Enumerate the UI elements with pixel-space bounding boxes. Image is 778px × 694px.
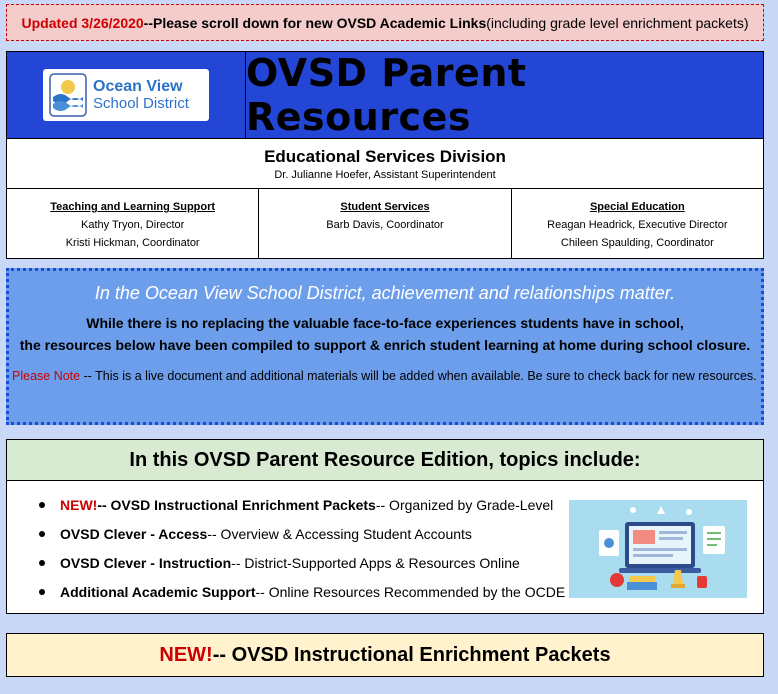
division-subtitle: Dr. Julianne Hoefer, Assistant Superintendent [274, 169, 496, 181]
laptop-learning-icon [569, 500, 747, 598]
new-badge: NEW! [159, 643, 213, 666]
note-label: Please Note [12, 369, 81, 383]
logo-line-2: School District [93, 95, 189, 112]
staff-line: Kristi Hickman, Coordinator [65, 237, 200, 249]
title-cell [246, 52, 763, 138]
topic-title: -- OVSD Instructional Enrichment Packets [97, 496, 376, 513]
bullet-icon [39, 589, 45, 595]
updated-date: Updated 3/26/2020 [21, 14, 144, 31]
note-text: -- This is a live document and additional materials will be added when available. Be sure to check back for new resources. [80, 369, 757, 383]
mission-line-1: While there is no replacing the valuable face-to-face experiences students have in school, [86, 315, 684, 331]
staff-line: Barb Davis, Coordinator [326, 219, 444, 231]
staff-line: Kathy Tryon, Director [81, 219, 185, 231]
topic-desc: -- District-Supported Apps & Resources Online [231, 554, 520, 571]
district-logo [43, 69, 209, 121]
bullet-icon [39, 502, 45, 508]
header-table [6, 51, 764, 259]
enrichment-packets-heading[interactable] [6, 633, 764, 677]
banner-detail: (including grade level enrichment packets) [486, 14, 749, 31]
logo-line-1: Ocean View [93, 78, 183, 95]
banner-message: --Please scroll down for new OVSD Academic Links [143, 14, 487, 31]
wave-logo-icon [49, 73, 87, 117]
topic-title: OVSD Clever - Instruction [60, 554, 232, 571]
department-heading: Special Education [589, 201, 685, 213]
staff-line: Chileen Spaulding, Coordinator [560, 237, 714, 249]
topic-desc: -- Overview & Accessing Student Accounts [207, 525, 472, 542]
new-badge: NEW! [60, 496, 98, 513]
department-student-services [258, 189, 510, 258]
bullet-icon [39, 531, 45, 537]
department-heading: Teaching and Learning Support [50, 201, 216, 213]
packets-title: -- OVSD Instructional Enrichment Packets [212, 643, 611, 666]
topics-box [6, 439, 764, 614]
division-row [7, 138, 763, 189]
mission-tagline: In the Ocean View School District, achievement and relationships matter. [94, 283, 676, 303]
department-special-education [511, 189, 763, 258]
department-heading: Student Services [340, 201, 430, 213]
mission-box [6, 268, 764, 425]
online-learning-illustration [569, 500, 747, 598]
topics-heading: In this OVSD Parent Resource Edition, topics include: [7, 440, 763, 481]
update-banner [6, 4, 764, 41]
staff-row [7, 189, 763, 258]
staff-line: Reagan Headrick, Executive Director [547, 219, 728, 231]
topic-desc: -- Online Resources Recommended by the OCDE [255, 583, 566, 600]
topic-title: OVSD Clever - Access [60, 525, 208, 542]
live-document-note [9, 366, 761, 386]
logo-cell [7, 52, 246, 138]
department-teaching [7, 189, 258, 258]
division-title: Educational Services Division [264, 147, 506, 166]
topic-title: Additional Academic Support [60, 583, 256, 600]
mission-line-2: the resources below have been compiled to support & enrich student learning at home during school closure. [19, 337, 751, 353]
topic-desc: -- Organized by Grade-Level [375, 496, 554, 513]
bullet-icon [39, 560, 45, 566]
page-title: OVSD Parent Resources [246, 51, 527, 139]
